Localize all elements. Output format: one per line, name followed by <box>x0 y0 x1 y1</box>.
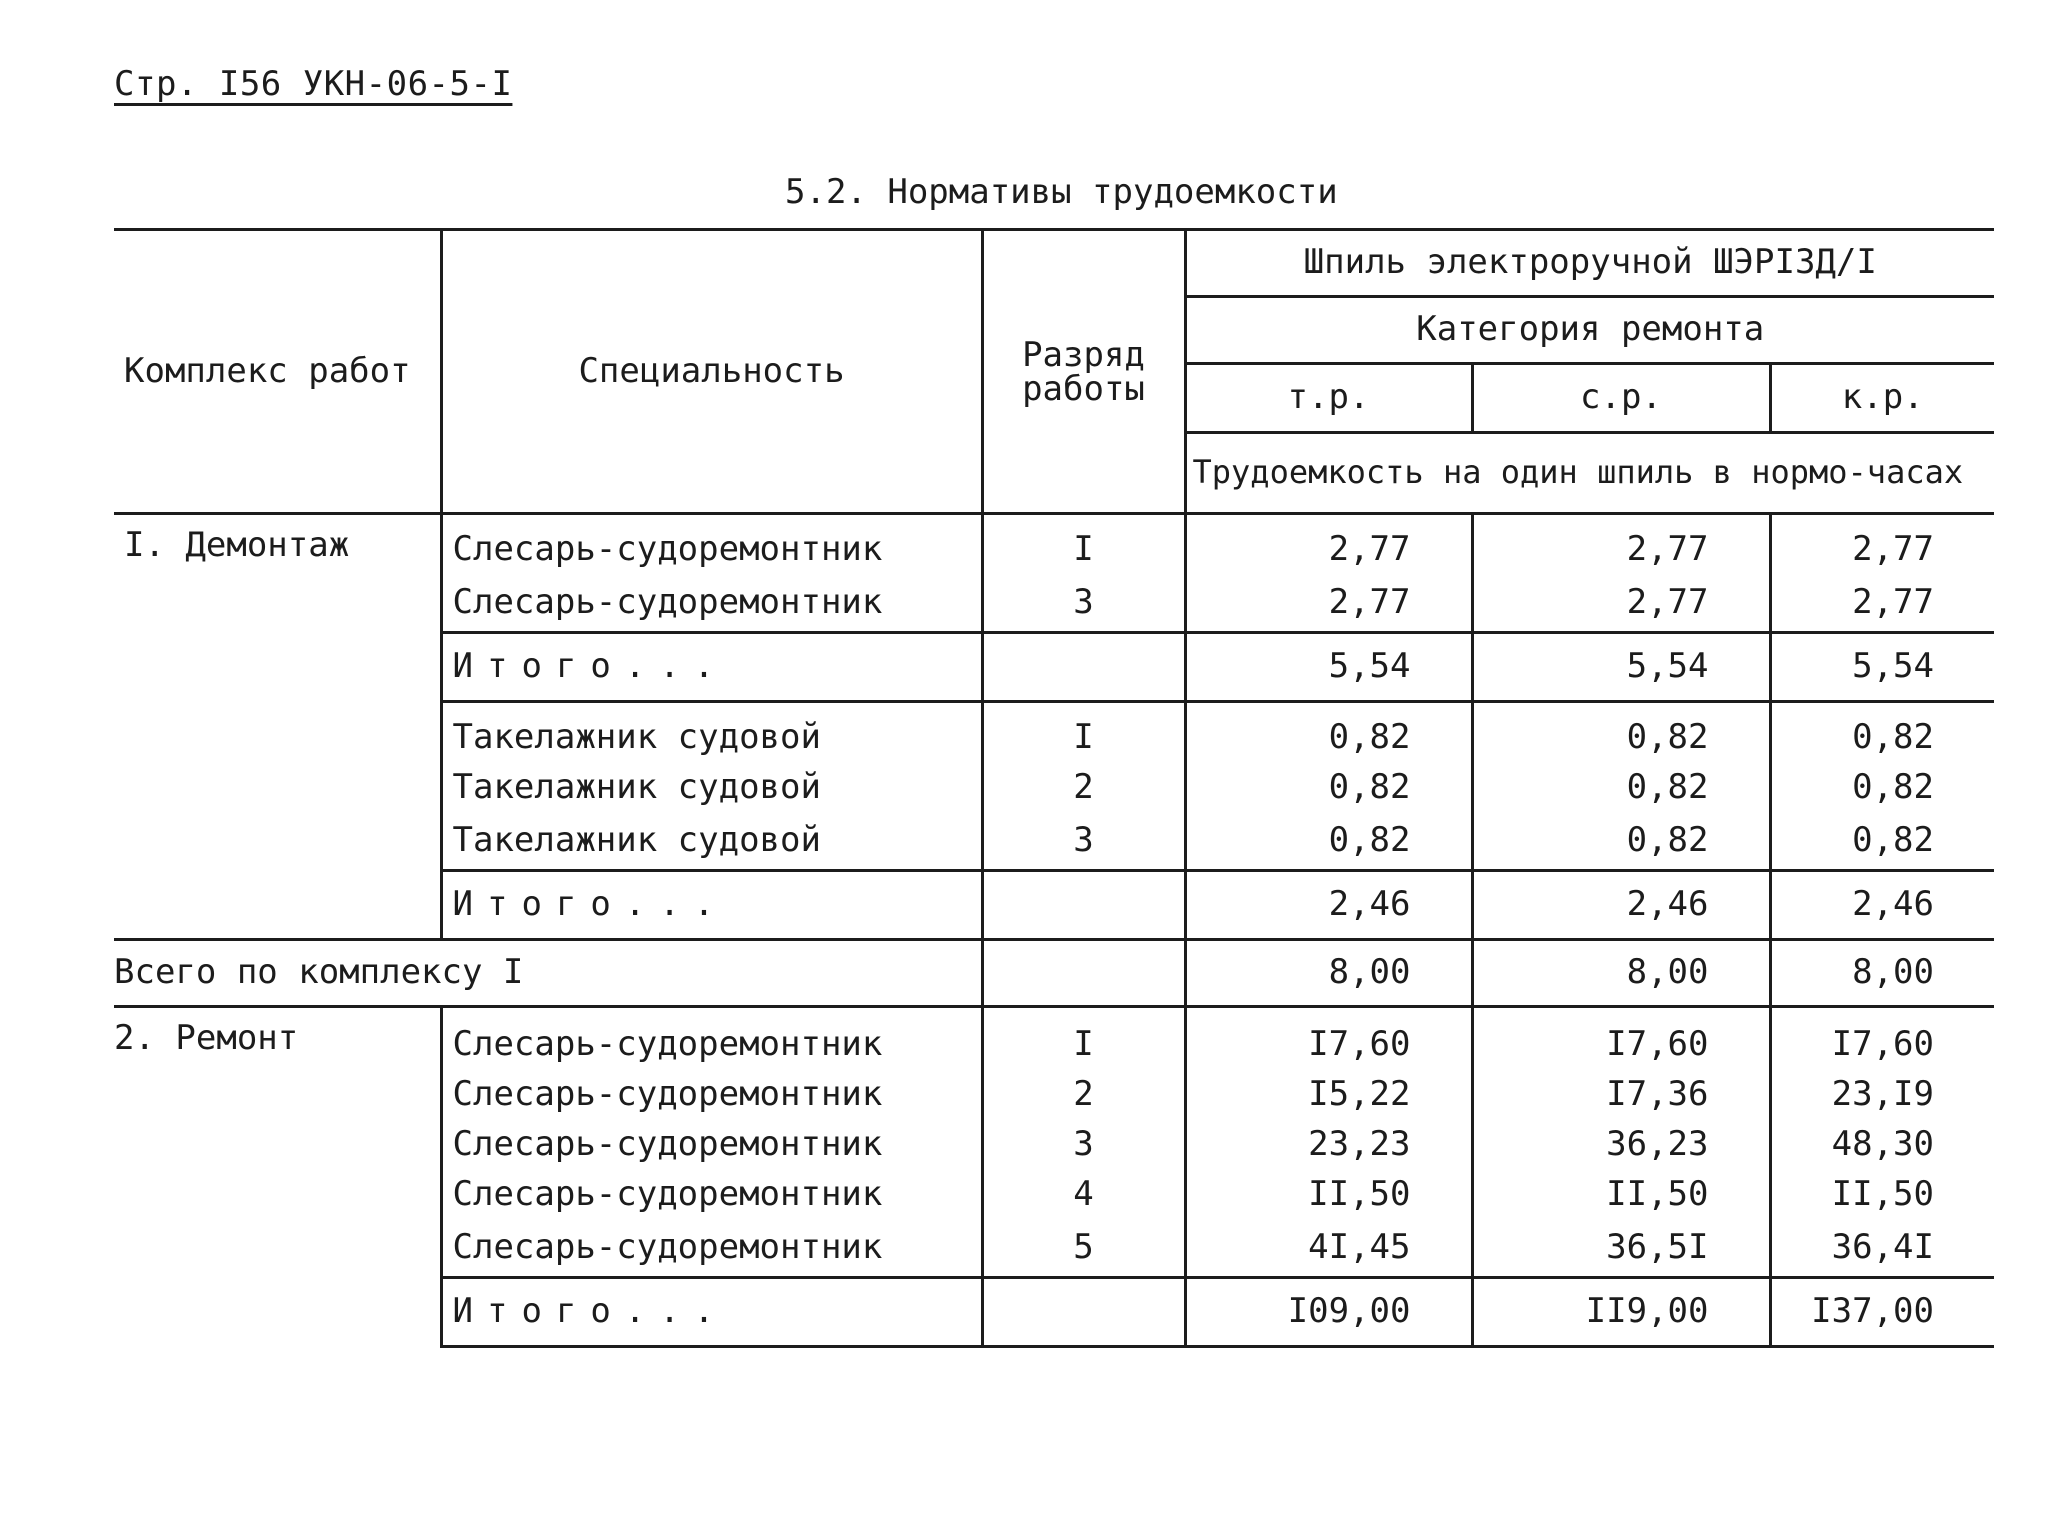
specialty-cell: Такелажник судовой <box>441 702 982 764</box>
header-grade: Разряд работы <box>982 230 1185 514</box>
table-title: 5.2. Нормативы трудоемкости <box>785 172 1338 212</box>
value-kr: 36,4I <box>1770 1220 1994 1278</box>
value-tr: 0,82 <box>1185 813 1472 871</box>
value-kr: II,50 <box>1770 1170 1994 1220</box>
specialty-cell: Слесарь-судоремонтник <box>441 575 982 633</box>
specialty-cell: Слесарь-судоремонтник <box>441 1120 982 1170</box>
subtotal-kr: 5,54 <box>1770 633 1994 702</box>
page-reference: Стр. I56 УКН-06-5-I <box>114 64 513 104</box>
value-tr: 2,77 <box>1185 575 1472 633</box>
grade-cell: 5 <box>982 1220 1185 1278</box>
value-tr: 4I,45 <box>1185 1220 1472 1278</box>
value-tr: 23,23 <box>1185 1120 1472 1170</box>
value-tr: I5,22 <box>1185 1070 1472 1120</box>
value-tr: 0,82 <box>1185 763 1472 813</box>
value-sr: 0,82 <box>1472 763 1770 813</box>
empty-cell <box>982 871 1185 940</box>
subtotal-sr: II9,00 <box>1472 1278 1770 1347</box>
subtotal-label: Итого... <box>441 871 982 940</box>
subtotal-label: Итого... <box>441 633 982 702</box>
value-sr: 0,82 <box>1472 702 1770 764</box>
value-sr: 0,82 <box>1472 813 1770 871</box>
value-kr: 0,82 <box>1770 763 1994 813</box>
empty-cell <box>982 633 1185 702</box>
value-kr: 48,30 <box>1770 1120 1994 1170</box>
value-sr: 2,77 <box>1472 514 1770 576</box>
grade-cell: I <box>982 1007 1185 1071</box>
value-sr: 2,77 <box>1472 575 1770 633</box>
empty-cell <box>982 1278 1185 1347</box>
subtotal-kr: 2,46 <box>1770 871 1994 940</box>
header-cat-kr: к.р. <box>1770 364 1994 433</box>
subtotal-tr: I09,00 <box>1185 1278 1472 1347</box>
subtotal-label: Итого... <box>441 1278 982 1347</box>
grade-cell: 3 <box>982 575 1185 633</box>
specialty-cell: Такелажник судовой <box>441 813 982 871</box>
value-kr: I7,60 <box>1770 1007 1994 1071</box>
subtotal-tr: 5,54 <box>1185 633 1472 702</box>
grade-cell: 3 <box>982 1120 1185 1170</box>
header-specialty: Специальность <box>441 230 982 514</box>
value-sr: I7,36 <box>1472 1070 1770 1120</box>
value-kr: 0,82 <box>1770 813 1994 871</box>
header-cat-sr: с.р. <box>1472 364 1770 433</box>
grade-cell: 3 <box>982 813 1185 871</box>
header-category: Категория ремонта <box>1185 297 1994 364</box>
total-sr: 8,00 <box>1472 940 1770 1007</box>
specialty-cell: Слесарь-судоремонтник <box>441 1170 982 1220</box>
complex-cell: 2. Ремонт <box>114 1018 299 1058</box>
value-kr: 23,I9 <box>1770 1070 1994 1120</box>
empty-cell <box>982 940 1185 1007</box>
value-tr: 2,77 <box>1185 514 1472 576</box>
value-tr: I7,60 <box>1185 1007 1472 1071</box>
table-row <box>114 1007 1994 1071</box>
grade-cell: I <box>982 702 1185 764</box>
labor-norms-table <box>114 228 1994 1348</box>
value-kr: 0,82 <box>1770 702 1994 764</box>
header-row <box>114 230 1994 297</box>
value-sr: 36,5I <box>1472 1220 1770 1278</box>
grade-cell: 2 <box>982 1070 1185 1120</box>
value-tr: 0,82 <box>1185 702 1472 764</box>
value-kr: 2,77 <box>1770 514 1994 576</box>
specialty-cell: Слесарь-судоремонтник <box>441 1007 982 1071</box>
specialty-cell: Такелажник судовой <box>441 763 982 813</box>
subtotal-sr: 2,46 <box>1472 871 1770 940</box>
grade-cell: I <box>982 514 1185 576</box>
value-sr: II,50 <box>1472 1170 1770 1220</box>
value-kr: 2,77 <box>1770 575 1994 633</box>
header-equipment: Шпиль электроручной ШЭРI3Д/I <box>1185 230 1994 297</box>
value-sr: 36,23 <box>1472 1120 1770 1170</box>
value-tr: II,50 <box>1185 1170 1472 1220</box>
total-kr: 8,00 <box>1770 940 1994 1007</box>
grade-cell: 4 <box>982 1170 1185 1220</box>
subtotal-kr: I37,00 <box>1770 1278 1994 1347</box>
specialty-cell: Слесарь-судоремонтник <box>441 514 982 576</box>
table-row <box>114 514 1994 576</box>
total-row <box>114 940 1994 1007</box>
specialty-cell: Слесарь-судоремонтник <box>441 1220 982 1278</box>
header-complex: Комплекс работ <box>114 230 441 514</box>
total-label: Всего по комплексу I <box>114 940 982 1007</box>
total-tr: 8,00 <box>1185 940 1472 1007</box>
complex-cell: I. Демонтаж <box>124 525 350 565</box>
value-sr: I7,60 <box>1472 1007 1770 1071</box>
subtotal-tr: 2,46 <box>1185 871 1472 940</box>
subtotal-sr: 5,54 <box>1472 633 1770 702</box>
specialty-cell: Слесарь-судоремонтник <box>441 1070 982 1120</box>
header-unit: Трудоемкость на один шпиль в нормо-часах <box>1185 433 1994 514</box>
header-cat-tr: т.р. <box>1185 364 1472 433</box>
grade-cell: 2 <box>982 763 1185 813</box>
